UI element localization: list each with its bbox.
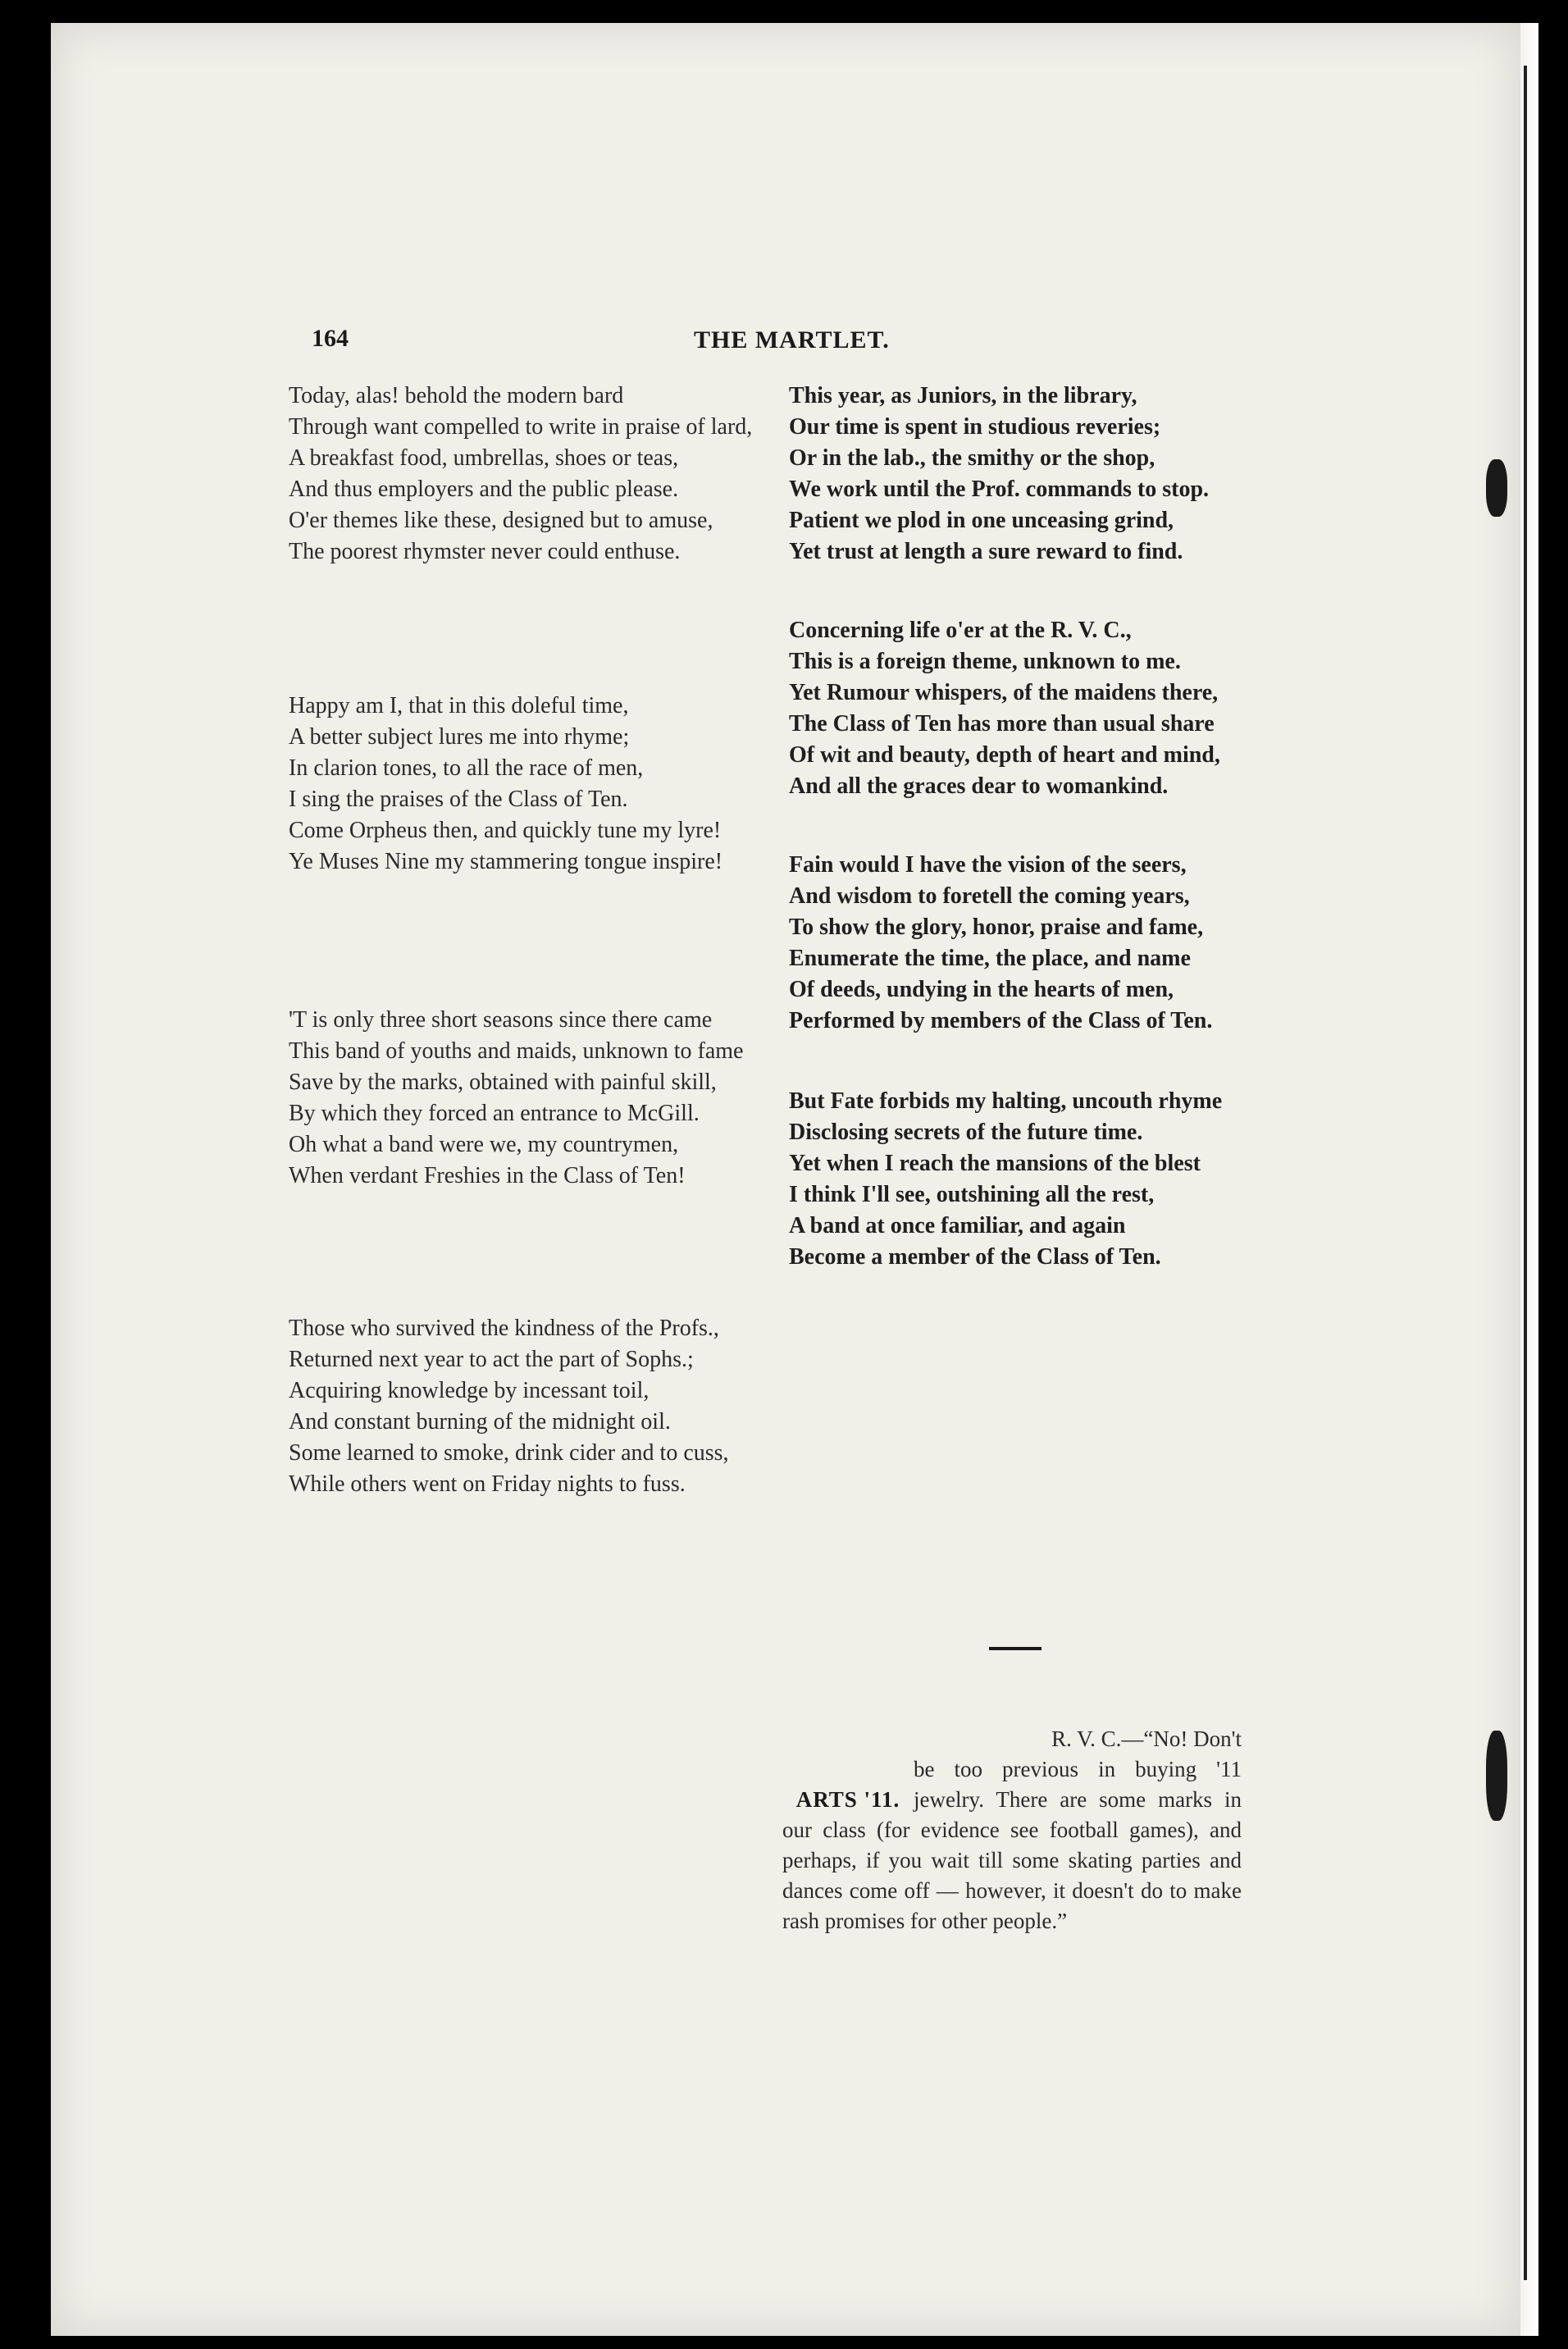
- verse-line: Of deeds, undying in the hearts of men,: [789, 977, 1174, 1002]
- verse-line: Ye Muses Nine my stammering tongue inspire!: [289, 849, 723, 874]
- verse-line: This band of youths and maids, unknown to fame: [289, 1038, 744, 1064]
- verse-line: In clarion tones, to all the race of men,: [289, 755, 644, 781]
- spine-edge-line: [1524, 66, 1527, 2280]
- verse-line: I think I'll see, outshining all the rest,: [789, 1182, 1155, 1207]
- verse-line: And all the graces dear to womankind.: [789, 773, 1169, 799]
- verse-line: Happy am I, that in this doleful time,: [289, 693, 629, 718]
- verse-line: Of wit and beauty, depth of heart and mind,: [789, 742, 1220, 768]
- verse-line: Our time is spent in studious reveries;: [789, 414, 1161, 440]
- poem-stanza: [289, 691, 771, 878]
- poem-stanza: [289, 1313, 771, 1500]
- arts-first-line: R. V. C.—“No! Don't: [1051, 1726, 1242, 1751]
- verse-line: A better subject lures me into rhyme;: [289, 724, 630, 750]
- verse-line: O'er themes like these, designed but to amuse,: [289, 508, 713, 533]
- verse-line: Yet when I reach the mansions of the blest: [789, 1151, 1201, 1176]
- poem-stanza: [789, 850, 1268, 1037]
- arts-11-column: [782, 1724, 1242, 1936]
- verse-line: I sing the praises of the Class of Ten.: [289, 787, 628, 812]
- verse-line: But Fate forbids my halting, uncouth rhyme: [789, 1088, 1223, 1114]
- verse-line: A breakfast food, umbrellas, shoes or teas,: [289, 445, 679, 471]
- binding-mark-top: [1486, 459, 1507, 517]
- arts-heading: ARTS '11.: [795, 1787, 900, 1812]
- verse-line: Oh what a band were we, my countrymen,: [289, 1132, 679, 1157]
- verse-line: Acquiring knowledge by incessant toil,: [289, 1378, 650, 1403]
- binding-mark-bottom: [1486, 1731, 1507, 1821]
- verse-line: Some learned to smoke, drink cider and to cuss,: [289, 1440, 729, 1466]
- right-poem-column: [789, 381, 1268, 1273]
- verse-line: This is a foreign theme, unknown to me.: [789, 649, 1181, 674]
- verse-line: And constant burning of the midnight oil.: [289, 1409, 671, 1434]
- verse-line: Those who survived the kindness of the Profs.,: [289, 1316, 719, 1341]
- verse-line: The poorest rhymster never could enthuse.: [289, 539, 681, 564]
- verse-line: We work until the Prof. commands to stop.: [789, 477, 1210, 502]
- section-divider: [989, 1647, 1042, 1650]
- poem-stanza: [789, 1086, 1268, 1273]
- verse-line: When verdant Freshies in the Class of Ten!: [289, 1163, 686, 1188]
- verse-line: Enumerate the time, the place, and name: [789, 946, 1191, 971]
- verse-line: To show the glory, honor, praise and fame,: [789, 915, 1204, 940]
- poem-stanza: [289, 1005, 771, 1192]
- verse-line: Disclosing secrets of the future time.: [789, 1120, 1143, 1145]
- verse-line: Through want compelled to write in praise of lard,: [289, 414, 753, 440]
- poem-stanza: [789, 381, 1268, 568]
- verse-line: A band at once familiar, and again: [789, 1213, 1126, 1238]
- verse-line: Concerning life o'er at the R. V. C.,: [789, 618, 1132, 643]
- verse-line: Save by the marks, obtained with painful skill,: [289, 1070, 717, 1095]
- verse-line: Patient we plod in one unceasing grind,: [789, 508, 1174, 533]
- verse-line: While others went on Friday nights to fuss.: [289, 1471, 686, 1497]
- verse-line: Yet Rumour whispers, of the maidens there,: [789, 680, 1219, 705]
- verse-line: By which they forced an entrance to McGill.: [289, 1101, 700, 1126]
- verse-line: This year, as Juniors, in the library,: [789, 383, 1137, 408]
- verse-line: 'T is only three short seasons since there came: [289, 1007, 713, 1033]
- page-paper: [51, 23, 1520, 2336]
- left-poem-column: [289, 381, 771, 1500]
- verse-line: The Class of Ten has more than usual share: [789, 711, 1215, 737]
- verse-line: Or in the lab., the smithy or the shop,: [789, 445, 1155, 471]
- verse-line: Come Orpheus then, and quickly tune my lyre!: [289, 818, 722, 843]
- poem-stanza: [289, 381, 771, 568]
- page-number: 164: [312, 325, 349, 352]
- verse-line: Today, alas! behold the modern bard: [289, 383, 624, 408]
- running-title: THE MARTLET.: [694, 326, 890, 353]
- verse-line: Returned next year to act the part of Sophs.;: [289, 1347, 694, 1372]
- verse-line: And thus employers and the public please.: [289, 477, 679, 502]
- poem-stanza: [789, 615, 1268, 802]
- verse-line: Yet trust at length a sure reward to find.: [789, 539, 1183, 564]
- verse-line: Fain would I have the vision of the seers,: [789, 852, 1187, 878]
- arts-body-text: be too previous in buying '11 jewelry. There are some marks in our class (for evidence see football games), and perhaps, if you wait till some skating parties and dances come off — however, it doesn't do to make rash promises for other people.”: [782, 1757, 1242, 1933]
- verse-line: And wisdom to foretell the coming years,: [789, 883, 1190, 909]
- verse-line: Performed by members of the Class of Ten.: [789, 1008, 1213, 1033]
- verse-line: Become a member of the Class of Ten.: [789, 1244, 1161, 1270]
